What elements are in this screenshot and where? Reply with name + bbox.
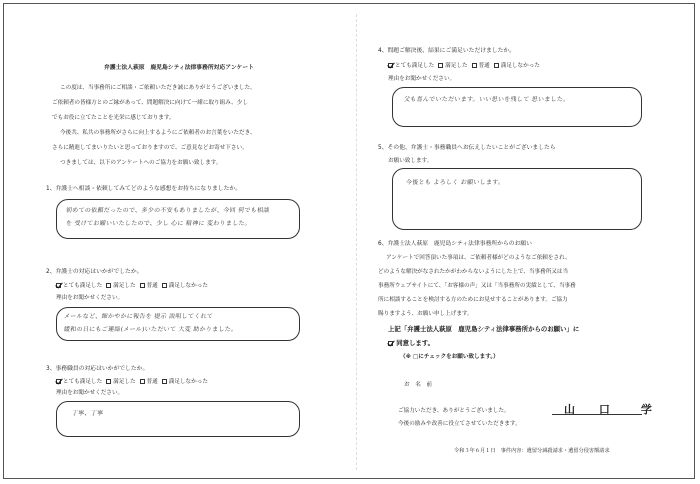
footer-date-case: 令和３年６月１日 事件内容：遺留分減殺請求・遺留分侵害額請求 xyxy=(454,448,610,454)
q2-options xyxy=(56,281,208,289)
survey-sheet xyxy=(3,3,695,479)
q4-option-4[interactable]: 満足しなかった xyxy=(494,61,540,69)
q4-option-3[interactable]: 普通 xyxy=(472,61,490,69)
q2-option-1[interactable]: とても満足した xyxy=(56,281,102,289)
intro-line-6: つきましては、以下のアンケートへのご協力をお願い致します。 xyxy=(60,160,222,166)
checkbox-icon xyxy=(106,379,111,384)
checkbox-icon xyxy=(472,63,477,68)
q5-label: 5、その他、弁護士・事務職員へお伝えしたいことがございましたら xyxy=(378,145,556,151)
q2-label: 2、弁護士の対応はいかがでしたか。 xyxy=(46,269,143,275)
q4-reason-label: 理由をお聞かせください。 xyxy=(388,76,456,82)
q3-answer-box xyxy=(56,401,300,437)
q6-body-1: アンケートで回答頂いた事項は、ご依頼者様がどのようなご依頼をされ、 xyxy=(386,255,571,261)
q4-options xyxy=(388,61,540,69)
q4-answer-box xyxy=(392,87,642,127)
q3-option-3[interactable]: 普通 xyxy=(140,377,158,385)
q2-option-4[interactable]: 満足しなかった xyxy=(162,281,208,289)
q3-options xyxy=(56,377,208,385)
q3-label: 3、事務職員の対応はいかがでしたか。 xyxy=(46,366,149,372)
checkbox-icon xyxy=(106,283,111,288)
q4-option-1[interactable]: とても満足した xyxy=(388,61,434,69)
q4-option-2[interactable]: 満足した xyxy=(438,61,467,69)
q2-reason-label: 理由をお聞かせください。 xyxy=(56,295,124,301)
thanks-line-1: ご協力いただき、ありがとうございました。 xyxy=(398,408,510,414)
q5-label-2: お願い致します。 xyxy=(388,158,433,164)
q3-answer-line-1: 丁寧、丁寧 xyxy=(71,410,104,417)
checkbox-checked-icon xyxy=(56,379,61,384)
q1-answer-line-2: を 受けてお願いいたしたので、少し 心に 精神に 変わりました。 xyxy=(65,220,252,227)
q6-consent-line: 上記「弁護士法人萩原 鹿児島シティ法律事務所からのお願い」に xyxy=(388,325,580,333)
q6-note: （※ □にチェックをお願い致します。） xyxy=(400,354,499,360)
q5-answer-line-1: 今後とも よろしく お願いします。 xyxy=(405,179,505,186)
checkbox-icon xyxy=(438,63,443,68)
q2-option-2[interactable]: 満足した xyxy=(106,281,135,289)
intro-line-2: ご依頼者の皆様方とのご縁があって、問題解決に向けて一緒に取り組み、少し xyxy=(52,100,248,106)
q2-option-3[interactable]: 普通 xyxy=(140,281,158,289)
thanks-line-2: 今後の励みや改善に役立てさせていただきます。 xyxy=(398,421,521,427)
q6-consent[interactable]: 同意します。 xyxy=(388,339,434,348)
q3-reason-label: 理由をお聞かせください。 xyxy=(56,390,124,396)
checkbox-checked-icon xyxy=(388,341,393,346)
q6-body-5: 賜りますよう、お願い申し上げます。 xyxy=(378,311,473,317)
fold-line xyxy=(356,14,357,470)
intro-line-4: 今後共、私共の事務所がさらに向上するようにご依頼者のお言葉をいただき、 xyxy=(60,130,256,136)
checkbox-icon xyxy=(140,379,145,384)
name-value: 山 口 学 xyxy=(564,403,662,416)
checkbox-checked-icon xyxy=(388,63,393,68)
intro-line-3: でもお役に立てたことを光栄に感じております。 xyxy=(52,115,175,121)
intro-line-1: この度は、当事務所にご相談・ご依頼いただき誠にありがとうございました。 xyxy=(60,85,256,91)
q6-body-4: 所に相談することを検討する方のためにお見せすることがあります。ご協力 xyxy=(378,297,568,303)
q6-label: 6、弁護士法人萩原 鹿児島シティ法律事務所からのお願い xyxy=(378,241,532,247)
q2-answer-line-2: 緩和の日にもご連絡(メール)いただいて 大変 助かりました。 xyxy=(63,326,238,333)
checkbox-icon xyxy=(162,283,167,288)
q3-option-2[interactable]: 満足した xyxy=(106,377,135,385)
intro-line-5: さらに精進してまいりたいと思っておりますので、ご意見などお寄せ下さい。 xyxy=(52,145,248,151)
checkbox-icon xyxy=(494,63,499,68)
q4-label: 4、問題ご解決後、結果にご満足いただけましたか。 xyxy=(378,48,516,54)
q2-answer-line-1: メールなど、細かやかに報告を 提示 説明してくれて xyxy=(63,313,214,320)
q1-answer-line-1: 初めての依頼だったので、多少の不安もありましたが、今回 何でも相談 xyxy=(65,207,270,214)
q3-option-4[interactable]: 満足しなかった xyxy=(162,377,208,385)
checkbox-checked-icon xyxy=(56,283,61,288)
q6-body-2: どのような解決がなされたかがわからないようにした上で、当事務所又は当 xyxy=(378,269,569,275)
q1-label: 1、弁護士へ相談・依頼してみてどのような感想をお持ちになりましたか。 xyxy=(46,186,241,192)
q3-option-1[interactable]: とても満足した xyxy=(56,377,102,385)
checkbox-icon xyxy=(140,283,145,288)
q4-answer-line-1: 父も喜んでいただいます。いい思いを残して 思いました。 xyxy=(403,96,570,103)
name-label: お 名 前 xyxy=(404,382,432,388)
survey-title: 弁護士法人萩原 鹿児島シティ法律事務所対応アンケート xyxy=(104,65,254,71)
q6-body-3: 事務所ウェブサイトにて、「お客様の声」又は「当事務所の実績として、当事務 xyxy=(378,283,576,289)
checkbox-icon xyxy=(162,379,167,384)
